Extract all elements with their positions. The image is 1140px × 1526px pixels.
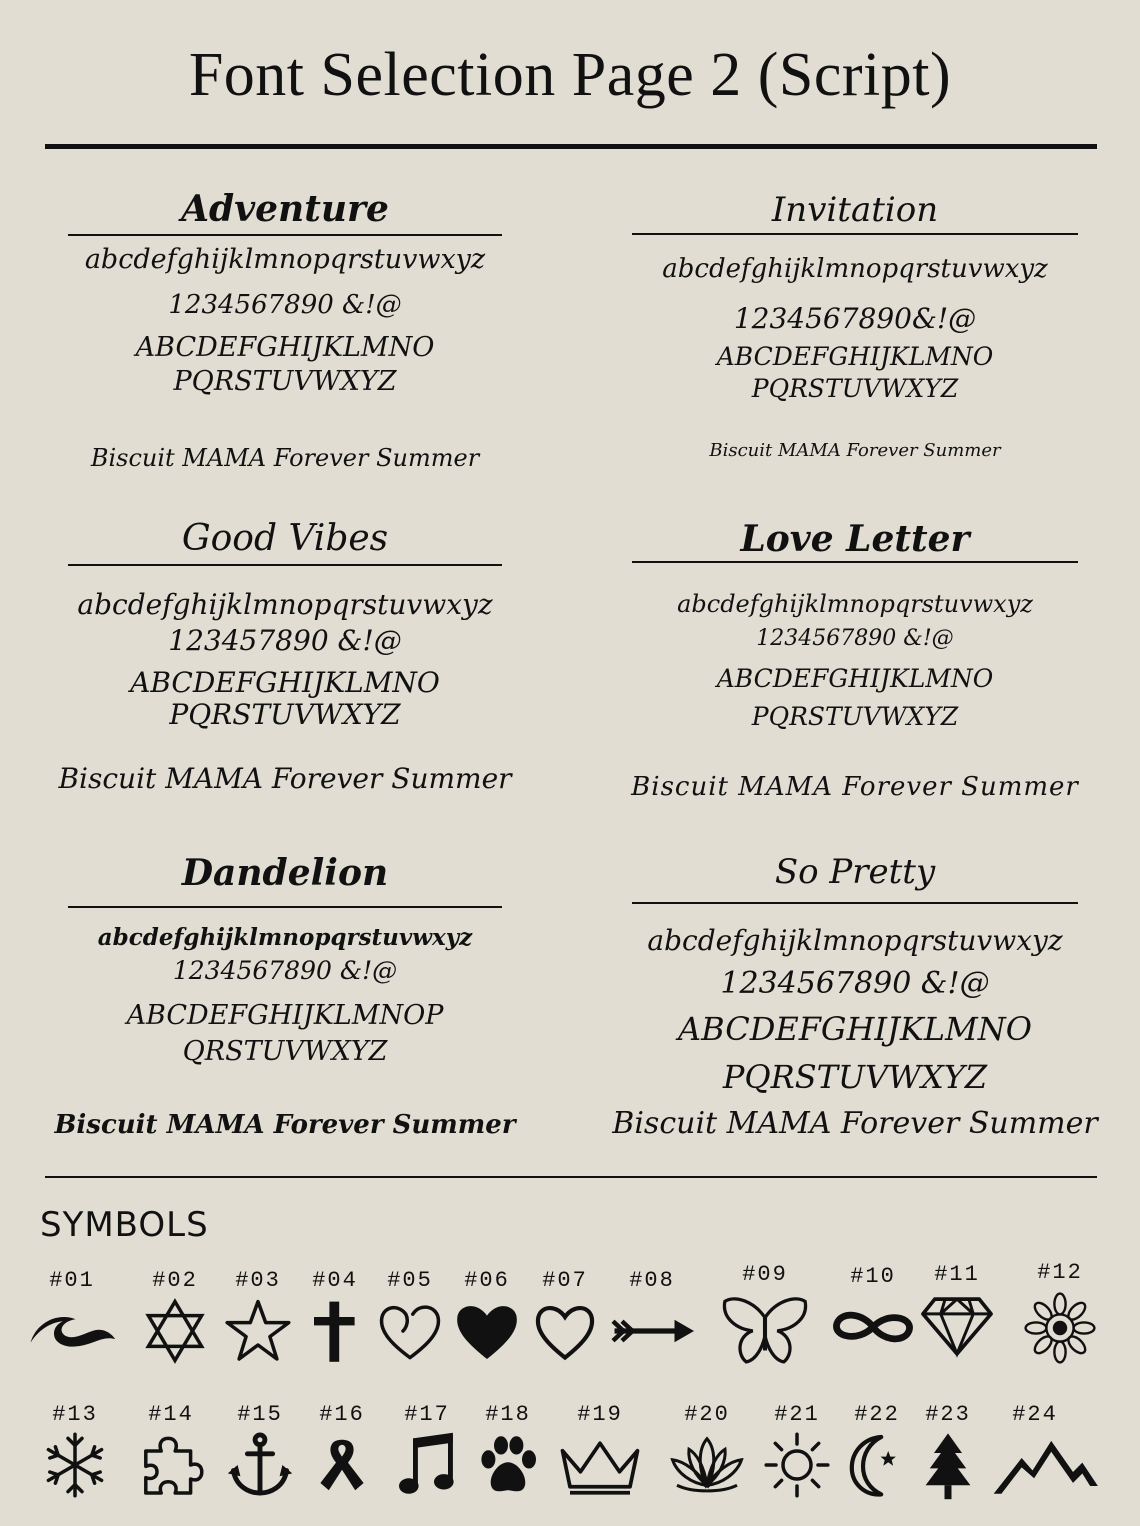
symbol-07[interactable]	[520, 1266, 610, 1366]
symbol-06[interactable]	[442, 1266, 532, 1366]
font-card-good-vibes	[20, 510, 550, 810]
symbol-12[interactable]	[1015, 1258, 1105, 1368]
sunflower-icon	[1020, 1288, 1100, 1368]
infinity-icon	[828, 1292, 918, 1362]
font-name: Adventure	[181, 188, 389, 230]
symbol-number: #04	[312, 1268, 358, 1293]
font-digits: 1234567890&!@	[733, 302, 977, 335]
symbol-11[interactable]	[912, 1260, 1002, 1360]
font-card-adventure	[20, 180, 550, 490]
symbol-number: #14	[148, 1402, 194, 1427]
arrow-icon	[607, 1296, 697, 1366]
snowflake-icon	[40, 1430, 110, 1500]
symbol-08[interactable]	[607, 1266, 697, 1366]
symbol-21[interactable]	[752, 1400, 842, 1500]
font-uppercase-2: QRSTUVWXYZ	[182, 1036, 388, 1067]
symbol-number: #18	[485, 1402, 531, 1427]
symbol-number: #19	[577, 1402, 623, 1427]
font-divider	[68, 564, 502, 566]
symbol-number: #03	[235, 1268, 281, 1293]
symbol-18[interactable]	[463, 1400, 553, 1500]
symbol-24[interactable]	[990, 1400, 1080, 1500]
font-uppercase-1: ABCDEFGHIJKLMNO	[135, 332, 435, 363]
font-uppercase-1: ABCDEFGHIJKLMNO	[716, 664, 994, 693]
symbol-17[interactable]	[382, 1400, 472, 1500]
font-uppercase-1: ABCDEFGHIJKLMNO	[716, 342, 994, 371]
font-name: Good Vibes	[181, 518, 389, 559]
music-note-icon	[392, 1430, 462, 1500]
symbol-10[interactable]	[828, 1262, 918, 1362]
symbol-02[interactable]	[130, 1266, 220, 1366]
symbol-number: #01	[49, 1268, 95, 1293]
symbol-number: #16	[319, 1402, 365, 1427]
pine-tree-icon	[913, 1430, 983, 1504]
font-lowercase: abcdefghijklmnopqrstuvwxyz	[662, 254, 1048, 284]
symbol-number: #24	[1012, 1402, 1058, 1427]
star-of-david-icon	[140, 1296, 210, 1366]
mountains-icon	[990, 1430, 1100, 1500]
page-title: Font Selection Page 2 (Script)	[188, 41, 952, 109]
symbol-number: #06	[464, 1268, 510, 1293]
moon-star-icon	[842, 1430, 912, 1500]
heart-outline-icon	[530, 1296, 600, 1366]
font-card-dandelion	[20, 844, 550, 1154]
font-sample: Biscuit MAMA Forever Summer	[612, 1106, 1098, 1141]
font-lowercase: abcdefghijklmnopqrstuvwxyz	[97, 924, 473, 951]
puzzle-piece-icon	[136, 1430, 206, 1500]
font-card-so-pretty	[590, 844, 1120, 1154]
font-sample: Biscuit MAMA Forever Summer	[58, 762, 512, 795]
symbol-23[interactable]	[903, 1400, 993, 1504]
symbol-number: #13	[52, 1402, 98, 1427]
font-lowercase: abcdefghijklmnopqrstuvwxyz	[84, 244, 486, 275]
heart-sketch-icon	[375, 1296, 445, 1366]
font-name: Invitation	[771, 190, 939, 230]
font-divider	[68, 234, 502, 236]
symbols-divider	[45, 1176, 1097, 1178]
font-uppercase-1: ABCDEFGHIJKLMNOP	[126, 1000, 444, 1031]
font-digits: 1234567890 &!@	[168, 290, 402, 320]
font-sample: Biscuit MAMA Forever Summer	[631, 772, 1079, 802]
font-name: Dandelion	[181, 852, 389, 894]
font-digits: 123457890 &!@	[168, 624, 402, 657]
symbol-20[interactable]	[662, 1400, 752, 1500]
anchor-icon	[225, 1430, 295, 1500]
symbol-number: #21	[774, 1402, 820, 1427]
symbol-number: #12	[1037, 1260, 1083, 1285]
symbol-01[interactable]	[27, 1266, 117, 1366]
font-sample: Biscuit MAMA Forever Summer	[54, 1110, 516, 1140]
font-divider	[68, 906, 502, 908]
font-divider	[632, 902, 1078, 904]
lotus-icon	[662, 1430, 752, 1500]
font-uppercase-2: PQRSTUVWXYZ	[751, 702, 959, 731]
font-uppercase-2: PQRSTUVWXYZ	[169, 698, 401, 731]
font-digits: 1234567890 &!@	[756, 626, 954, 651]
butterfly-icon	[720, 1290, 810, 1370]
symbol-number: #15	[237, 1402, 283, 1427]
font-lowercase: abcdefghijklmnopqrstuvwxyz	[77, 588, 493, 621]
heart-filled-icon	[452, 1296, 522, 1366]
font-card-love-letter	[590, 510, 1120, 810]
symbol-number: #02	[152, 1268, 198, 1293]
sun-icon	[762, 1430, 832, 1500]
font-uppercase-1: ABCDEFGHIJKLMNO	[130, 666, 440, 699]
cross-icon	[300, 1296, 370, 1366]
symbol-16[interactable]	[297, 1400, 387, 1500]
title-divider	[45, 144, 1097, 149]
diamond-icon	[920, 1290, 994, 1360]
font-uppercase-2: PQRSTUVWXYZ	[722, 1058, 988, 1096]
symbol-number: #11	[934, 1262, 980, 1287]
symbol-13[interactable]	[30, 1400, 120, 1500]
symbol-number: #22	[854, 1402, 900, 1427]
symbol-number: #07	[542, 1268, 588, 1293]
font-card-invitation	[610, 180, 1100, 490]
symbol-09[interactable]	[720, 1260, 810, 1370]
font-digits: 1234567890 &!@	[720, 966, 990, 1001]
font-sample: Biscuit MAMA Forever Summer	[709, 440, 1001, 461]
font-uppercase-1: ABCDEFGHIJKLMNO	[677, 1010, 1032, 1048]
font-digits: 1234567890 &!@	[172, 956, 398, 985]
font-sample: Biscuit MAMA Forever Summer	[90, 444, 480, 472]
font-uppercase-2: PQRSTUVWXYZ	[173, 366, 397, 397]
symbol-14[interactable]	[126, 1400, 216, 1500]
symbol-19[interactable]	[555, 1400, 645, 1500]
symbol-number: #23	[925, 1402, 971, 1427]
crown-icon	[555, 1430, 645, 1500]
ribbon-icon	[312, 1430, 372, 1500]
symbol-15[interactable]	[215, 1400, 305, 1500]
font-name: Love Letter	[740, 518, 970, 560]
symbols-heading: SYMBOLS	[40, 1205, 209, 1245]
wave-icon	[27, 1296, 117, 1366]
symbol-number: #09	[742, 1262, 788, 1287]
symbol-number: #05	[387, 1268, 433, 1293]
font-name: So Pretty	[774, 852, 936, 892]
symbol-number: #08	[629, 1268, 675, 1293]
symbol-number: #10	[850, 1264, 896, 1289]
paw-print-icon	[473, 1430, 543, 1500]
font-uppercase-2: PQRSTUVWXYZ	[751, 374, 959, 403]
symbol-number: #17	[404, 1402, 450, 1427]
font-divider	[632, 561, 1078, 563]
font-lowercase: abcdefghijklmnopqrstuvwxyz	[677, 590, 1033, 618]
symbol-number: #20	[684, 1402, 730, 1427]
font-divider	[632, 233, 1078, 235]
star-icon	[223, 1296, 293, 1366]
font-lowercase: abcdefghijklmnopqrstuvwxyz	[647, 924, 1063, 957]
